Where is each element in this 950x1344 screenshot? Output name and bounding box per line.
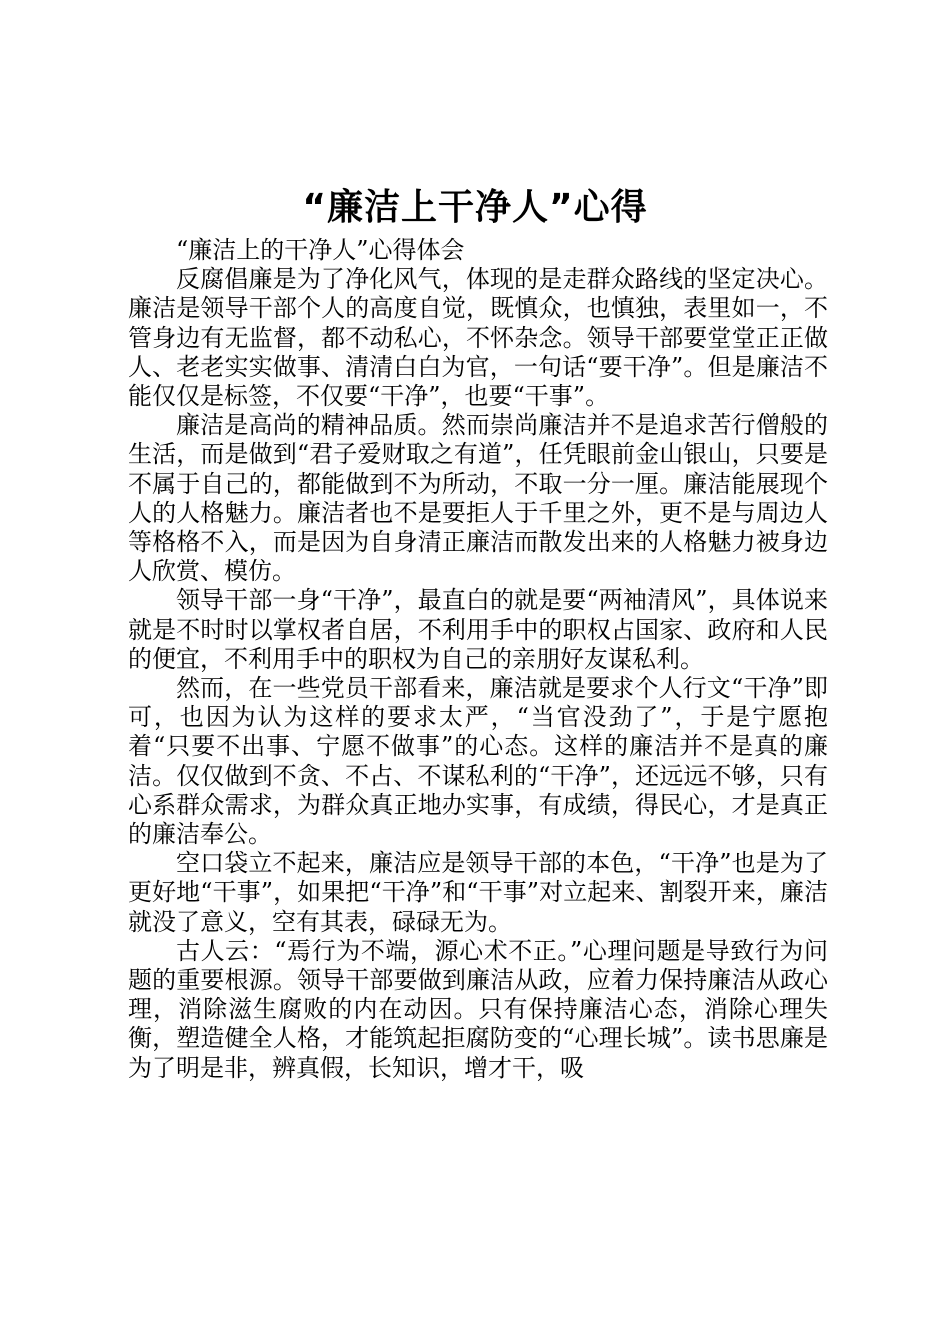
- paragraph-subtitle: “廉洁上的干净人”心得体会: [176, 236, 465, 264]
- paragraph: 领导干部一身“干净”，最直白的就是要“两袖清风”，具体说来就是不时时以掌权者自居，不利用手中的职权占国家、政府和人民的便宜，不利用手中的职权为自己的亲朋好友谋私利。: [128, 586, 828, 673]
- paragraph: 古人云：“焉行为不端，源心术不正。”心理问题是导致行为问题的重要根源。领导干部要做到廉洁从政，应着力保持廉洁从政心理，消除滋生腐败的内在动因。只有保持廉洁心态，消除心理失衡，塑造健全人格，才能筑起拒腐防变的“心理长城”。读书思廉是为了明是非，辨真假，长知识，增才干，吸: [128, 936, 828, 1082]
- paragraph: 空口袋立不起来，廉洁应是领导干部的本色，“干净”也是为了更好地“干事”，如果把“干净”和“干事”对立起来、割裂开来，廉洁就没了意义，空有其表，碌碌无为。: [128, 849, 828, 936]
- paragraph: 然而，在一些党员干部看来，廉洁就是要求个人行文“干净”即可，也因为认为这样的要求太严，“当官没劲了”，于是宁愿抱着“只要不出事、宁愿不做事”的心态。这样的廉洁并不是真的廉洁。仅仅做到不贪、不占、不谋私利的“干净”，还远远不够，只有心系群众需求，为群众真正地办实事，有成绩，得民心，才是真正的廉洁奉公。: [128, 674, 828, 849]
- document-body: [128, 236, 828, 1083]
- document-title: “廉洁上干净人”心得: [302, 187, 648, 228]
- paragraph: 反腐倡廉是为了净化风气，体现的是走群众路线的坚定决心。廉洁是领导干部个人的高度自觉，既慎众，也慎独，表里如一，不管身边有无监督，都不动私心，不怀杂念。领导干部要堂堂正正做人、老老实实做事、清清白白为官，一句话“要干净”。但是廉洁不能仅仅是标签，不仅要“干净”，也要“干事”。: [128, 265, 828, 411]
- paragraph: 廉洁是高尚的精神品质。然而崇尚廉洁并不是追求苦行僧般的生活，而是做到“君子爱财取之有道”，任凭眼前金山银山，只要是不属于自己的，都能做到不为所动，不取一分一厘。廉洁能展现个人的人格魅力。廉洁者也不是要拒人于千里之外，更不是与周边人等格格不入，而是因为自身清正廉洁而散发出来的人格魅力被身边人欣赏、模仿。: [128, 411, 828, 586]
